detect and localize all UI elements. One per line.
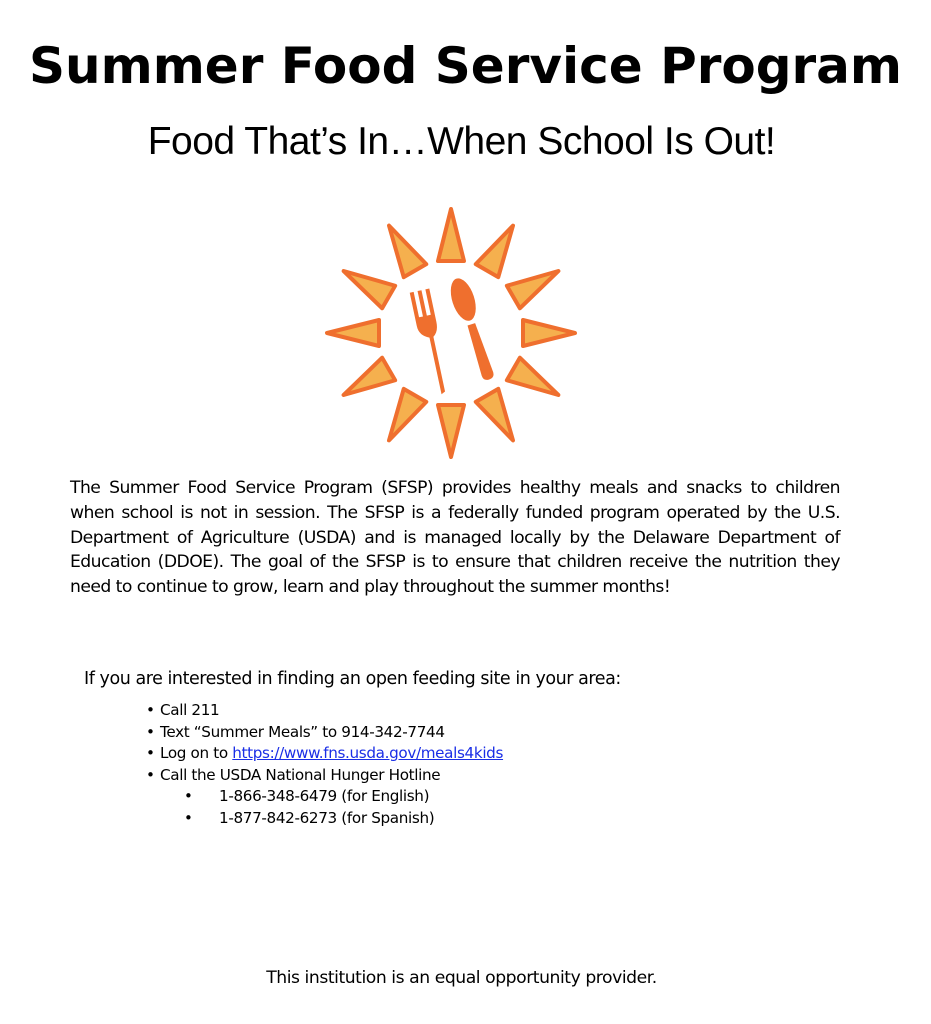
page-subtitle: Food That’s In…When School Is Out! — [147, 120, 776, 163]
hotline-text: 1-866-348-6479 (for English) — [219, 787, 430, 805]
meals4kids-link[interactable]: https://www.fns.usda.gov/meals4kids — [232, 744, 504, 762]
sun-with-fork-and-spoon-icon — [324, 206, 578, 460]
equal-opportunity-statement: This institution is an equal opportunity provider. — [266, 968, 657, 988]
hotline-text: 1-877-842-6273 (for Spanish) — [219, 808, 435, 827]
hotline-list — [146, 786, 503, 829]
option-text: Call 211 — [160, 701, 220, 719]
hotline-english: • 1-866-348-6479 (for English) — [184, 787, 430, 805]
hotline-spanish: • 1-877-842-6273 (for Spanish) — [184, 808, 435, 827]
intro-paragraph: The Summer Food Service Program (SFSP) provides healthy meals and snacks to children when school is not in session. The SFSP is a federally funded program operated by the U.S. Department of Agriculture (USDA) and is managed locally by the Delaware Department of Education (DDOE). The goal of the SFSP is to ensure that children receive the nutrition they need to continue to grow, learn and play throughout the summer months! — [70, 478, 840, 598]
options-lead: If you are interested in finding an open feeding site in your area: — [84, 669, 621, 689]
option-text: Log on to — [160, 744, 233, 762]
option-text: Text “Summer Meals” to 914-342-7744 — [160, 722, 445, 741]
list-item: • Call 211 — [146, 701, 220, 719]
page-title: Summer Food Service Program — [28, 37, 903, 95]
options-list — [146, 700, 503, 829]
option-text: Call the USDA National Hunger Hotline — [160, 765, 441, 784]
list-item: • Text “Summer Meals” to 914-342-7744 — [146, 722, 445, 741]
list-item: • Call the USDA National Hunger Hotline • 1-866-348-6479 (for English) • 1-877-842-6273 (for Spanish) — [146, 765, 503, 830]
list-item: • Log on to https://www.fns.usda.gov/meals4kids — [146, 744, 504, 762]
